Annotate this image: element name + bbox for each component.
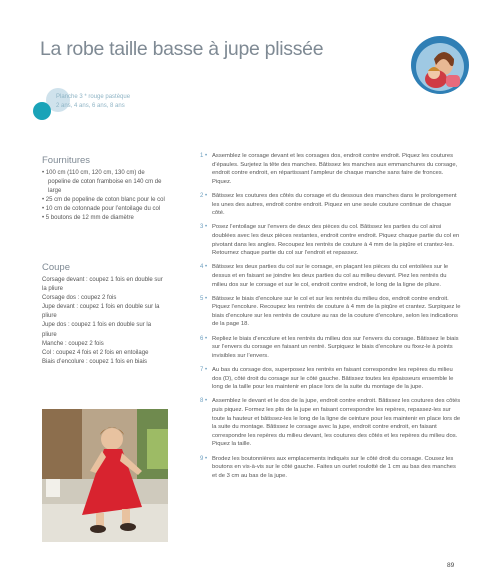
planche-info	[56, 93, 130, 111]
list-item: • 100 cm (110 cm, 120 cm, 130 cm) de popeline de coton framboise en 140 cm de large	[42, 170, 162, 195]
fournitures-heading: Fournitures	[42, 155, 91, 166]
fournitures-list	[42, 169, 167, 224]
badge-label: Petite maman	[415, 28, 471, 38]
step-item	[200, 397, 462, 449]
list-item: Biais d’encolure : coupez 1 fois en biais	[42, 358, 148, 365]
planche-line: Planche 3 * rouge pastèque	[56, 94, 131, 100]
step-item	[200, 366, 462, 392]
step-number: 9 •	[200, 455, 208, 462]
coupe-heading: Coupe	[42, 262, 70, 273]
step-item	[200, 192, 462, 218]
list-item: Corsage dos : coupez 2 fois	[42, 295, 117, 302]
step-number: 2 •	[200, 192, 208, 199]
step-item	[200, 295, 462, 329]
step-item	[200, 152, 462, 186]
petite-maman-badge	[410, 35, 470, 95]
sizes-line: 2 ans, 4 ans, 6 ans, 8 ans	[56, 103, 125, 109]
step-text: Bâtissez le biais d’encolure sur le col et sur les rentrés du milieu dos, endroit contre endroit. Piquez l’encolure. Recoupez les rentrés de couture à 4 mm de la piqûre et crantez. Surpiquez le biais d’encolure sur les rentrés de couture au ras de la couture d’encolure, selon les indications de la page 18.	[212, 295, 461, 328]
list-item: • 10 cm de cotonnade pour l’entoilage du col	[42, 206, 161, 213]
step-text: Assemblez le corsage devant et les corsages dos, endroit contre endroit. Piquez les coutures d’épaules. Surjetez la tête des manches. Bâtissez les manches aux emmanchures du corsage, endroit contre endroit, en répartissant l’ampleur de chaque manche sans faire de fronces. Piquez.	[212, 153, 458, 185]
step-item	[200, 263, 462, 289]
list-item: Jupe dos : coupez 1 fois en double sur la pliure	[42, 322, 152, 338]
step-text: Posez l’entoilage sur l’envers de deux des pièces du col. Bâtissez les parties du col ainsi doublées avec les deux pièces restantes, endroit contre endroit. Piquez chaque partie du col en pivotant dans les angles. Recoupez les rentrés de couture à 4 mm de la piqûre et crantez-les. Retournez chaque partie du col sur l’endroit et repassez.	[212, 224, 460, 257]
step-item	[200, 223, 462, 257]
page-number: 89	[447, 562, 455, 569]
list-item: • 5 boutons de 12 mm de diamètre	[42, 215, 134, 222]
coupe-section	[42, 262, 167, 367]
step-number: 6 •	[200, 335, 208, 342]
list-item: Jupe devant : coupez 1 fois en double sur la pliure	[42, 304, 160, 320]
step-text: Brodez les boutonnières aux emplacements indiqués sur le côté droit du corsage. Cousez les boutons en vis-à-vis sur le côté gauche. Faites un ourlet roulotté de 1 cm au bas des manches et de 3 cm au bas de la jupe.	[212, 455, 456, 479]
step-number: 7 •	[200, 367, 208, 374]
list-item: Col : coupez 4 fois et 2 fois en entoilage	[42, 349, 149, 356]
fournitures-section	[42, 155, 167, 224]
step-number: 5 •	[200, 295, 208, 302]
list-item: Manche : coupez 2 fois	[42, 340, 104, 347]
step-number: 1 •	[200, 153, 208, 159]
step-text: Bâtissez les coutures des côtés du corsage et du dessous des manches dans le prolongement les unes des autres, endroit contre endroit. Piquez en une seule couture continue de chaque côté.	[212, 192, 457, 217]
step-text: Repliez le biais d’encolure et les rentrés du milieu dos sur l’envers du corsage. Bâtissez le biais sur l’envers du corsage en faisant un rentré. Surpiquez le biais d’encolure ou fixez-le à points invisibles sur l’envers.	[212, 335, 459, 359]
step-text: Assemblez le devant et le dos de la jupe, endroit contre endroit. Bâtissez les coutures des côtés puis piquez. Formez les plis de la jupe en faisant correspondre les repères, repassez-les sur toute la hauteur et bâtissez-les le long de la ligne de ceinture pour les maintenir en place lors de la suite du montage. Bâtissez le corsage avec la jupe, endroit contre endroit, en faisant correspondre les repères du milieu devant, les coutures des côtés et les repères du milieu dos. Piquez la taille.	[212, 398, 461, 448]
step-item	[200, 335, 462, 361]
child-dress-photo	[42, 409, 168, 542]
step-number: 3 •	[200, 224, 208, 231]
list-item: • 25 cm de popeline de coton blanc pour le col	[42, 197, 165, 204]
coupe-list	[42, 276, 167, 367]
instructions-list	[200, 152, 462, 486]
page-title: La robe taille basse à jupe plissée	[40, 38, 324, 60]
step-text: Bâtissez les deux parties du col sur le corsage, en plaçant les pièces du col entoilées sur le dessus et en faisant se joindre les deux parties du col au milieu devant. Piez les rentrés du milieu dos sur le corsage et sur le col, endroit contre endroit, le long de la ligne de pliure.	[212, 264, 449, 288]
list-item: Corsage devant : coupez 1 fois en double sur la pliure	[42, 277, 163, 293]
step-item	[200, 455, 462, 481]
step-text: Au bas du corsage dos, superposez les rentrés en faisant correspondre les repères du milieu dos (D), côté droit du corsage sur le côté gauche. Bâtissez toutes les épaisseurs ensemble le long de la taille pour les maintenir en place lors de la suite du montage de la jupe.	[212, 367, 454, 391]
step-number: 4 •	[200, 264, 208, 271]
step-number: 8 •	[200, 398, 208, 405]
